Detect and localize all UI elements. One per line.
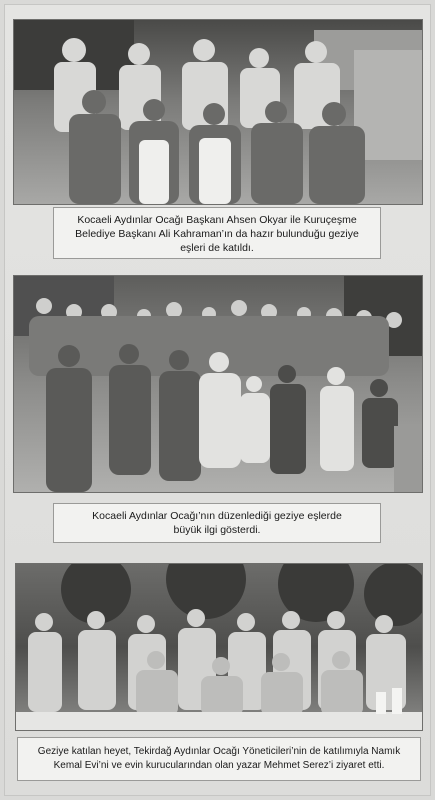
caption-third bbox=[17, 737, 421, 781]
caption-second-line1: Kocaeli Aydınlar Ocağı’nın düzenlediği geziye eşlerde bbox=[92, 510, 342, 522]
group-photo-third bbox=[15, 563, 423, 731]
caption-second bbox=[53, 503, 381, 543]
group-photo-third-image bbox=[16, 564, 422, 730]
group-photo-second bbox=[13, 275, 423, 493]
caption-first bbox=[53, 207, 381, 259]
group-photo-second-image bbox=[14, 276, 422, 492]
group-photo-first-image bbox=[14, 20, 422, 204]
caption-second-line2: büyük ilgi gösterdi. bbox=[173, 524, 261, 536]
caption-first-line1: Kocaeli Aydınlar Ocağı Başkanı Ahsen Okyar ile Kuruçeşme bbox=[77, 214, 357, 226]
caption-first-line3: eşleri de katıldı. bbox=[180, 242, 254, 254]
caption-third-line1: Geziye katılan heyet, Tekirdağ Aydınlar Ocağı Yöneticileri’nin de katılımıyla Namık bbox=[37, 746, 401, 757]
group-photo-first bbox=[13, 19, 423, 205]
newspaper-page bbox=[4, 4, 431, 796]
caption-first-line2: Belediye Başkanı Ali Kahraman’ın da hazır bulunduğu geziye bbox=[75, 228, 359, 240]
caption-third-line2: Kemal Evi’ni ve evin kurucularından olan yazar Mehmet Serez’i ziyaret etti. bbox=[53, 760, 385, 771]
